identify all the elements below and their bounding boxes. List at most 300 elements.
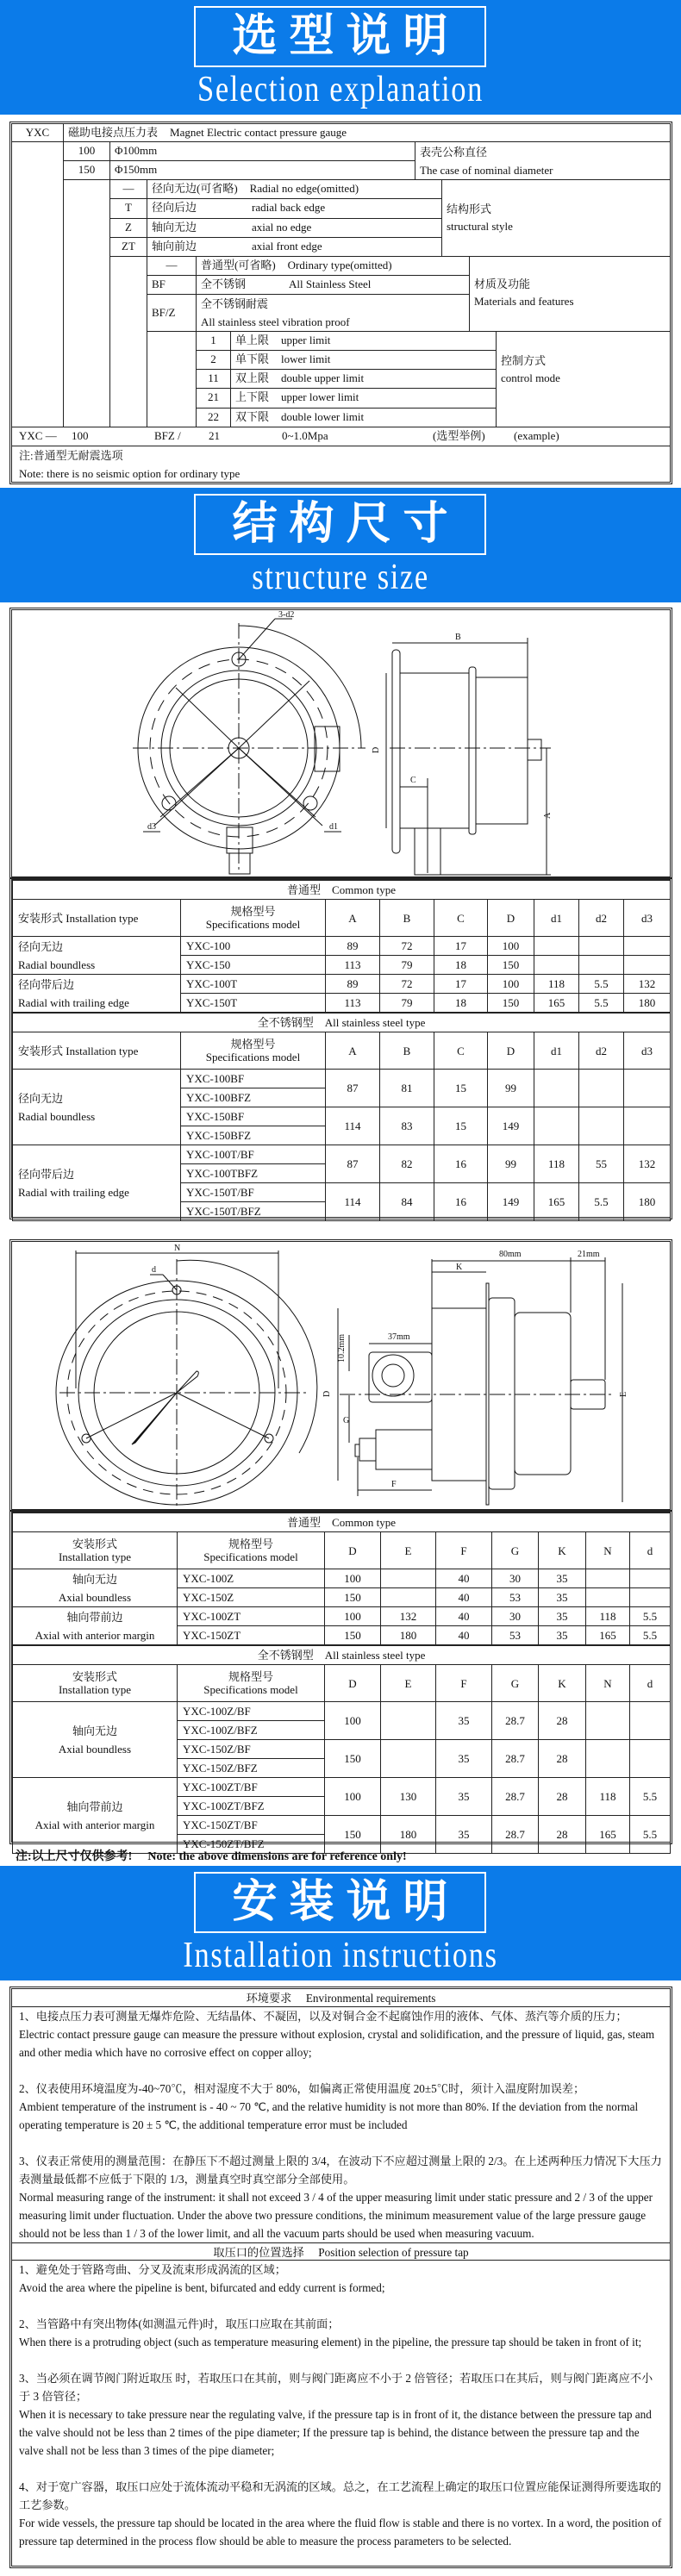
value-E <box>381 1588 436 1607</box>
example-diameter: 100 <box>72 429 89 442</box>
value-F: 35 <box>436 1778 492 1816</box>
example-code: YXC — <box>19 429 57 442</box>
value-G: 28.7 <box>492 1816 539 1854</box>
value-E: 130 <box>381 1778 436 1816</box>
label-en: axial no edge <box>252 221 312 234</box>
table-row <box>13 975 671 994</box>
product-cell <box>63 123 671 142</box>
value-D: 150 <box>325 1626 381 1645</box>
banner-title-en: Installation instructions <box>183 1936 498 1975</box>
label-en: upper limit <box>281 334 331 346</box>
model-cell: YXC-150Z <box>178 1588 325 1607</box>
value-d2 <box>579 937 624 956</box>
value-K: 35 <box>539 1588 586 1607</box>
note-en: Note: there is no seismic option for ordinary type <box>19 467 241 480</box>
value-N: 118 <box>586 1607 630 1626</box>
table-header-row <box>13 900 671 937</box>
model-cell: YXC-150BFZ <box>181 1126 326 1145</box>
value-d1: 165 <box>534 1183 579 1221</box>
header-model <box>178 1532 325 1569</box>
label-d: d <box>152 1265 156 1275</box>
table-title: 普通型 Common type <box>13 1513 671 1532</box>
label-K: K <box>456 1263 463 1272</box>
table-header-row <box>13 1532 671 1569</box>
installation-text: Radial boundless <box>18 1109 96 1123</box>
tap-1-en: Avoid the area where the pipeline is bent, bifurcated and eddy current is formed; <box>19 2281 385 2294</box>
label-en: double lower limit <box>281 410 365 423</box>
value-N <box>586 1588 630 1607</box>
value-K: 28 <box>539 1740 586 1778</box>
header-G: G <box>492 1532 539 1569</box>
banner-installation <box>0 1866 681 1980</box>
label-E: E <box>619 1391 628 1397</box>
control-code: 11 <box>196 369 231 389</box>
installation-text: 径向带后边 <box>18 977 75 991</box>
diameter-desc <box>415 141 671 180</box>
value-G: 30 <box>492 1569 539 1588</box>
structure-code: ZT <box>109 237 147 257</box>
label-cn: 双下限 <box>235 410 270 423</box>
control-label <box>230 369 497 389</box>
model-cell: YXC-100T/BF <box>181 1145 326 1164</box>
installation-text: Radial boundless <box>18 957 96 971</box>
value-B: 83 <box>380 1107 434 1145</box>
label-en: double upper limit <box>281 371 365 384</box>
label-D: D <box>322 1390 332 1397</box>
value-d3 <box>624 937 671 956</box>
table-row <box>13 937 671 956</box>
product-cn: 磁助电接点压力表 <box>68 126 159 139</box>
dimension-note <box>16 1847 407 1864</box>
model-cell: YXC-150BF <box>181 1107 326 1126</box>
control-code: 1 <box>196 331 231 351</box>
value-F: 40 <box>436 1626 492 1645</box>
value-D: 150 <box>325 1588 381 1607</box>
value-C: 18 <box>434 994 488 1013</box>
radial-gauge-drawing <box>9 608 672 879</box>
value-D: 100 <box>325 1702 381 1740</box>
header-E: E <box>381 1532 436 1569</box>
value-A: 89 <box>326 937 380 956</box>
header-A: A <box>326 900 380 937</box>
control-label <box>230 331 497 351</box>
structure-label <box>147 198 442 219</box>
value-K: 35 <box>539 1569 586 1588</box>
label-B: B <box>455 633 461 642</box>
note-en: Note: the above dimensions are for reference only! <box>147 1850 407 1863</box>
value-d <box>630 1740 671 1778</box>
empty-cell <box>11 141 64 427</box>
label-cn: 径向无边(可省略) <box>152 182 238 195</box>
value-D: 99 <box>488 1070 534 1107</box>
value-d <box>630 1702 671 1740</box>
label-F: F <box>391 1480 397 1489</box>
table-title-row <box>13 881 671 900</box>
desc-cn: 结构形式 <box>447 203 492 215</box>
tap-3-cn: 3、当必须在调节阀门附近取压 时，若取压口在其前，则与阀门距离应不小于 2 倍管径；若取压口在其后，则与阀门距离应不小于 3 倍管径； <box>19 2372 653 2403</box>
control-code: 2 <box>196 350 231 370</box>
header-text: Specifications model <box>203 1683 298 1696</box>
value-d <box>630 1588 671 1607</box>
header-D: D <box>325 1665 381 1702</box>
value-D: 100 <box>488 937 534 956</box>
value-d3 <box>624 956 671 975</box>
material-code: — <box>147 256 197 276</box>
header-installation-type <box>13 1532 178 1569</box>
value-N <box>586 1702 630 1740</box>
value-d3: 180 <box>624 1183 671 1221</box>
value-d1 <box>534 1107 579 1145</box>
model-cell: YXC-150 <box>181 956 326 975</box>
label-en: All Stainless Steel <box>289 278 372 290</box>
label-D: D <box>372 746 381 753</box>
installation-text: 径向带后边 <box>18 1167 75 1181</box>
value-B: 79 <box>380 956 434 975</box>
table-title: 普通型 Common type <box>13 881 671 900</box>
value-C: 16 <box>434 1183 488 1221</box>
header-B: B <box>380 900 434 937</box>
installation-text: 径向无边 <box>18 939 64 953</box>
header-model <box>181 1032 326 1070</box>
code-cell: YXC <box>11 123 64 142</box>
material-label <box>196 294 470 332</box>
installation-text: Axial with anterior margin <box>34 1818 155 1831</box>
header-d2: d2 <box>579 900 624 937</box>
model-cell: YXC-150T <box>181 994 326 1013</box>
value-d2 <box>579 1070 624 1107</box>
product-en: Magnet Electric contact pressure gauge <box>170 126 347 139</box>
model-cell: YXC-100ZT/BF <box>178 1778 325 1797</box>
value-F: 40 <box>436 1588 492 1607</box>
model-cell: YXC-100Z/BF <box>178 1702 325 1721</box>
header-text: 安装形式 Installation type <box>18 911 139 925</box>
installation-type-cell <box>13 1778 178 1854</box>
model-cell: YXC-150Z/BFZ <box>178 1759 325 1778</box>
value-D: 149 <box>488 1183 534 1221</box>
diameter-code: 100 <box>63 141 110 161</box>
value-N <box>586 1740 630 1778</box>
label-d3: d3 <box>147 822 156 832</box>
table-row <box>13 1145 671 1164</box>
value-d3 <box>624 1107 671 1145</box>
value-N: 118 <box>586 1778 630 1816</box>
value-d2 <box>579 956 624 975</box>
model-cell: YXC-100BF <box>181 1070 326 1088</box>
label-cn: 全不锈钢耐震 <box>201 297 269 310</box>
label-21mm: 21mm <box>578 1250 600 1259</box>
value-K: 28 <box>539 1778 586 1816</box>
header-D: D <box>488 900 534 937</box>
env-title: 环境要求 Environmental requirements <box>12 1989 670 2007</box>
value-d3 <box>624 1070 671 1107</box>
control-label <box>230 350 497 370</box>
value-B: 79 <box>380 994 434 1013</box>
example-row <box>11 427 671 446</box>
value-d2: 5.5 <box>579 1183 624 1221</box>
radial-dimension-tables <box>9 877 672 1219</box>
tap-1-cn: 1、避免处于管路弯曲、分叉及流束形成涡流的区域； <box>19 2263 286 2276</box>
value-D: 150 <box>325 1816 381 1854</box>
env-2-cn: 2、仪表使用环境温度为-40~70℃，相对湿度不大于 80%，如偏离正常使用温度 20±5℃时，须计入温度附加误差； <box>19 2082 585 2095</box>
table-row <box>13 1569 671 1588</box>
label-A: A <box>543 812 553 819</box>
value-D: 150 <box>325 1740 381 1778</box>
structure-code: — <box>109 179 147 199</box>
value-B: 82 <box>380 1145 434 1183</box>
header-d2: d2 <box>579 1032 624 1070</box>
banner-structure <box>0 488 681 602</box>
value-E <box>381 1569 436 1588</box>
header-text: 安装形式 <box>72 1670 117 1683</box>
table-title-row <box>13 1646 671 1665</box>
tap-2-en: When there is a protruding object (such as temperature measuring element) in the pipeline, the pressure tap should be taken in front of it; <box>19 2336 642 2348</box>
env-3-en: Normal measuring range of the instrument: it shall not exceed 3 / 4 of the upper measuring limit under static pressure and 2 / 3 of the upper measuring limit under fluctuation. Under the above two pressure conditions, the minimum measurement value of the large pressure gauge should not be less than 1 / 3 of the lower limit, and all the vacuum parts should be used when measuring vacuum. <box>19 2191 653 2240</box>
model-cell: YXC-100 <box>181 937 326 956</box>
model-cell: YXC-100T <box>181 975 326 994</box>
value-G: 53 <box>492 1588 539 1607</box>
value-K: 28 <box>539 1816 586 1854</box>
dimension-table <box>12 1513 671 1645</box>
header-text: 规格型号 <box>228 1670 273 1683</box>
value-F: 35 <box>436 1740 492 1778</box>
table-title: 全不锈钢型 All stainless steel type <box>13 1014 671 1032</box>
structure-code: T <box>109 198 147 219</box>
axial-gauge-diagram <box>12 1242 670 1509</box>
structure-desc <box>441 179 671 257</box>
empty-cell <box>109 256 147 427</box>
value-d: 5.5 <box>630 1816 671 1854</box>
value-D: 100 <box>325 1778 381 1816</box>
installation-text: Radial with trailing edge <box>18 1185 129 1199</box>
header-d1: d1 <box>534 900 579 937</box>
value-N: 165 <box>586 1626 630 1645</box>
value-D: 100 <box>325 1607 381 1626</box>
value-E: 132 <box>381 1607 436 1626</box>
label-en: axial front edge <box>252 240 322 253</box>
material-desc <box>469 256 671 332</box>
header-installation-type <box>13 900 181 937</box>
value-C: 15 <box>434 1070 488 1107</box>
header-K: K <box>539 1665 586 1702</box>
value-B: 72 <box>380 975 434 994</box>
desc-en: The case of nominal diameter <box>420 164 553 177</box>
value-C: 17 <box>434 975 488 994</box>
header-text: 规格型号 <box>228 1537 273 1550</box>
table-row <box>13 1702 671 1721</box>
label-cn: 双上限 <box>235 371 270 384</box>
header-model <box>181 900 326 937</box>
diameter-label: Φ100mm <box>109 141 415 161</box>
header-C: C <box>434 1032 488 1070</box>
example-range: 0~1.0Mpa <box>282 429 328 442</box>
installation-text: Axial boundless <box>58 1590 132 1604</box>
value-N: 165 <box>586 1816 630 1854</box>
value-N <box>586 1569 630 1588</box>
desc-en: control mode <box>501 371 560 384</box>
value-C: 17 <box>434 937 488 956</box>
header-d1: d1 <box>534 1032 579 1070</box>
model-cell: YXC-150ZT/BF <box>178 1816 325 1835</box>
banner-title-en: structure size <box>252 558 429 597</box>
empty-cell <box>147 331 197 427</box>
value-E <box>381 1740 436 1778</box>
label-cn: 轴向前边 <box>152 240 197 253</box>
header-text: Specifications model <box>203 1550 298 1563</box>
env-3-cn: 3、仪表正常使用的测量范围：在静压下不超过测量上限的 3/4，在波动下不应超过测量上限的 2/3。在上述两种压力情况下大压力表测量最低都不应低于下限的 1/3，测量真空时真空部分全部使用。 <box>19 2155 662 2186</box>
label-3-d2: 3-d2 <box>278 610 295 620</box>
value-d1: 118 <box>534 1145 579 1183</box>
diameter-code: 150 <box>63 160 110 180</box>
value-A: 87 <box>326 1145 380 1183</box>
note-cn: 注:普通型无耐震选项 <box>19 449 123 462</box>
value-G: 28.7 <box>492 1702 539 1740</box>
value-A: 113 <box>326 956 380 975</box>
value-d <box>630 1569 671 1588</box>
desc-cn: 材质及功能 <box>474 278 531 290</box>
table-title-row <box>13 1513 671 1532</box>
empty-cell <box>63 179 110 427</box>
banner-title-cn: 安装说明 <box>194 1872 486 1933</box>
header-text: Installation type <box>58 1683 132 1696</box>
example-control: 21 <box>209 429 220 442</box>
installation-text: 轴向无边 <box>72 1724 117 1737</box>
header-text: Specifications model <box>205 1051 301 1063</box>
dimension-table <box>12 1013 671 1221</box>
material-label <box>196 275 470 295</box>
label-80mm: 80mm <box>499 1250 522 1259</box>
value-F: 35 <box>436 1816 492 1854</box>
label-cn: 单下限 <box>235 352 270 365</box>
installation-type-cell <box>13 1145 181 1221</box>
control-label <box>230 388 497 409</box>
env-2-en: Ambient temperature of the instrument is - 40 ~ 70 ℃, and the relative humidity is not more than 80%. If the deviation from the normal operating temperature is 20 ± 5 ℃, the additional temperature error must be included <box>19 2100 639 2131</box>
dimension-table <box>12 1645 671 1854</box>
installation-instructions <box>9 1987 672 2568</box>
value-F: 40 <box>436 1607 492 1626</box>
value-D: 100 <box>488 975 534 994</box>
model-cell: YXC-150T/BFZ <box>181 1202 326 1221</box>
value-D: 150 <box>488 956 534 975</box>
table-row <box>13 1607 671 1626</box>
model-cell: YXC-100TBFZ <box>181 1164 326 1183</box>
env-1-cn: 1、电接点压力表可测量无爆炸危险、无结晶体、不凝固，以及对铜合金不起腐蚀作用的液体、气体、蒸汽等介质的压力； <box>19 2010 628 2023</box>
label-37mm: 37mm <box>388 1332 410 1342</box>
tap-3-en: When it is necessary to take pressure near the regulating valve, if the pressure tap is in front of it, the distance between the pressure tap and the valve should not be less than 2 times of the pipe diameter; If the pressure tap is behind, the distance between the pressure tap and the valve shall not be less than 3 times of the pipe diameter; <box>19 2408 652 2457</box>
label-10-2mm: 10.2mm <box>337 1333 347 1363</box>
banner-title-en: Selection explanation <box>197 70 484 109</box>
value-D: 150 <box>488 994 534 1013</box>
banner-selection <box>0 0 681 115</box>
control-desc <box>496 331 671 427</box>
label-cn: 径向后边 <box>152 201 197 214</box>
label-N: N <box>174 1244 181 1253</box>
header-C: C <box>434 900 488 937</box>
value-F: 40 <box>436 1569 492 1588</box>
header-installation-type <box>13 1032 181 1070</box>
tap-4-cn: 4、对于宽广容器，取压口应处于流体流动平稳和无涡流的区域。总之，在工艺流程上确定的取压口位置应能保证测得所要选取的工艺参数。 <box>19 2480 662 2511</box>
label-C: C <box>410 776 416 785</box>
selection-note <box>11 446 671 483</box>
installation-text: 轴向无边 <box>72 1572 117 1586</box>
value-F: 35 <box>436 1702 492 1740</box>
desc-en: structural style <box>447 220 513 233</box>
structure-label <box>147 237 442 257</box>
value-d1: 118 <box>534 975 579 994</box>
model-cell: YXC-150T/BF <box>181 1183 326 1202</box>
model-cell: YXC-100ZT/BFZ <box>178 1797 325 1816</box>
label-en: upper lower limit <box>281 390 359 403</box>
material-code: BF <box>147 275 197 295</box>
header-d3: d3 <box>624 1032 671 1070</box>
tap-2-cn: 2、当管路中有突出物体(如测温元件)时，取压口应取在其前面； <box>19 2317 340 2330</box>
value-G: 28.7 <box>492 1778 539 1816</box>
label-en: Ordinary type(omitted) <box>287 259 392 271</box>
header-N: N <box>586 1665 630 1702</box>
value-A: 114 <box>326 1107 380 1145</box>
installation-type-cell <box>13 1070 181 1145</box>
installation-text: 径向无边 <box>18 1091 64 1105</box>
tap-title: 取压口的位置选择 Position selection of pressure tap <box>12 2242 670 2261</box>
value-d2 <box>579 1107 624 1145</box>
value-E: 180 <box>381 1816 436 1854</box>
value-d3: 132 <box>624 975 671 994</box>
value-K: 35 <box>539 1626 586 1645</box>
installation-text: 轴向带前边 <box>66 1610 123 1624</box>
value-C: 16 <box>434 1145 488 1183</box>
header-F: F <box>436 1532 492 1569</box>
value-A: 113 <box>326 994 380 1013</box>
value-B: 72 <box>380 937 434 956</box>
installation-type-cell <box>13 1607 178 1645</box>
value-E: 180 <box>381 1626 436 1645</box>
value-G: 53 <box>492 1626 539 1645</box>
header-B: B <box>380 1032 434 1070</box>
installation-type-cell <box>13 1569 178 1607</box>
value-C: 18 <box>434 956 488 975</box>
env-1-en: Electric contact pressure gauge can measure the pressure without explosion, crystal and solidification, and the pressure of liquid, gas, steam and other media which have no corrosive effect on copper alloy; <box>19 2028 655 2059</box>
header-text: 安装形式 <box>72 1537 117 1550</box>
value-B: 81 <box>380 1070 434 1107</box>
value-d2: 5.5 <box>579 994 624 1013</box>
desc-en: Materials and features <box>474 295 574 308</box>
label-en: All stainless steel vibration proof <box>201 315 350 328</box>
value-d1 <box>534 1070 579 1107</box>
installation-type-cell <box>13 937 181 975</box>
label-d1: d1 <box>329 822 338 832</box>
table-row <box>13 1070 671 1088</box>
control-code: 22 <box>196 408 231 427</box>
note-cn: 注:以上尺寸仅供参考! <box>16 1850 133 1863</box>
label-cn: 轴向无边 <box>152 221 197 234</box>
installation-text: Axial with anterior margin <box>34 1628 155 1642</box>
table-header-row <box>13 1032 671 1070</box>
header-d: d <box>630 1665 671 1702</box>
value-A: 89 <box>326 975 380 994</box>
value-d2: 55 <box>579 1145 624 1183</box>
value-K: 35 <box>539 1607 586 1626</box>
header-A: A <box>326 1032 380 1070</box>
value-A: 114 <box>326 1183 380 1221</box>
value-d1 <box>534 956 579 975</box>
label-cn: 全不锈钢 <box>201 278 247 290</box>
value-d3: 132 <box>624 1145 671 1183</box>
header-model <box>178 1665 325 1702</box>
radial-gauge-diagram <box>12 610 670 876</box>
installation-text: Axial boundless <box>58 1742 132 1756</box>
model-cell: YXC-100Z/BFZ <box>178 1721 325 1740</box>
value-D: 149 <box>488 1107 534 1145</box>
header-K: K <box>539 1532 586 1569</box>
